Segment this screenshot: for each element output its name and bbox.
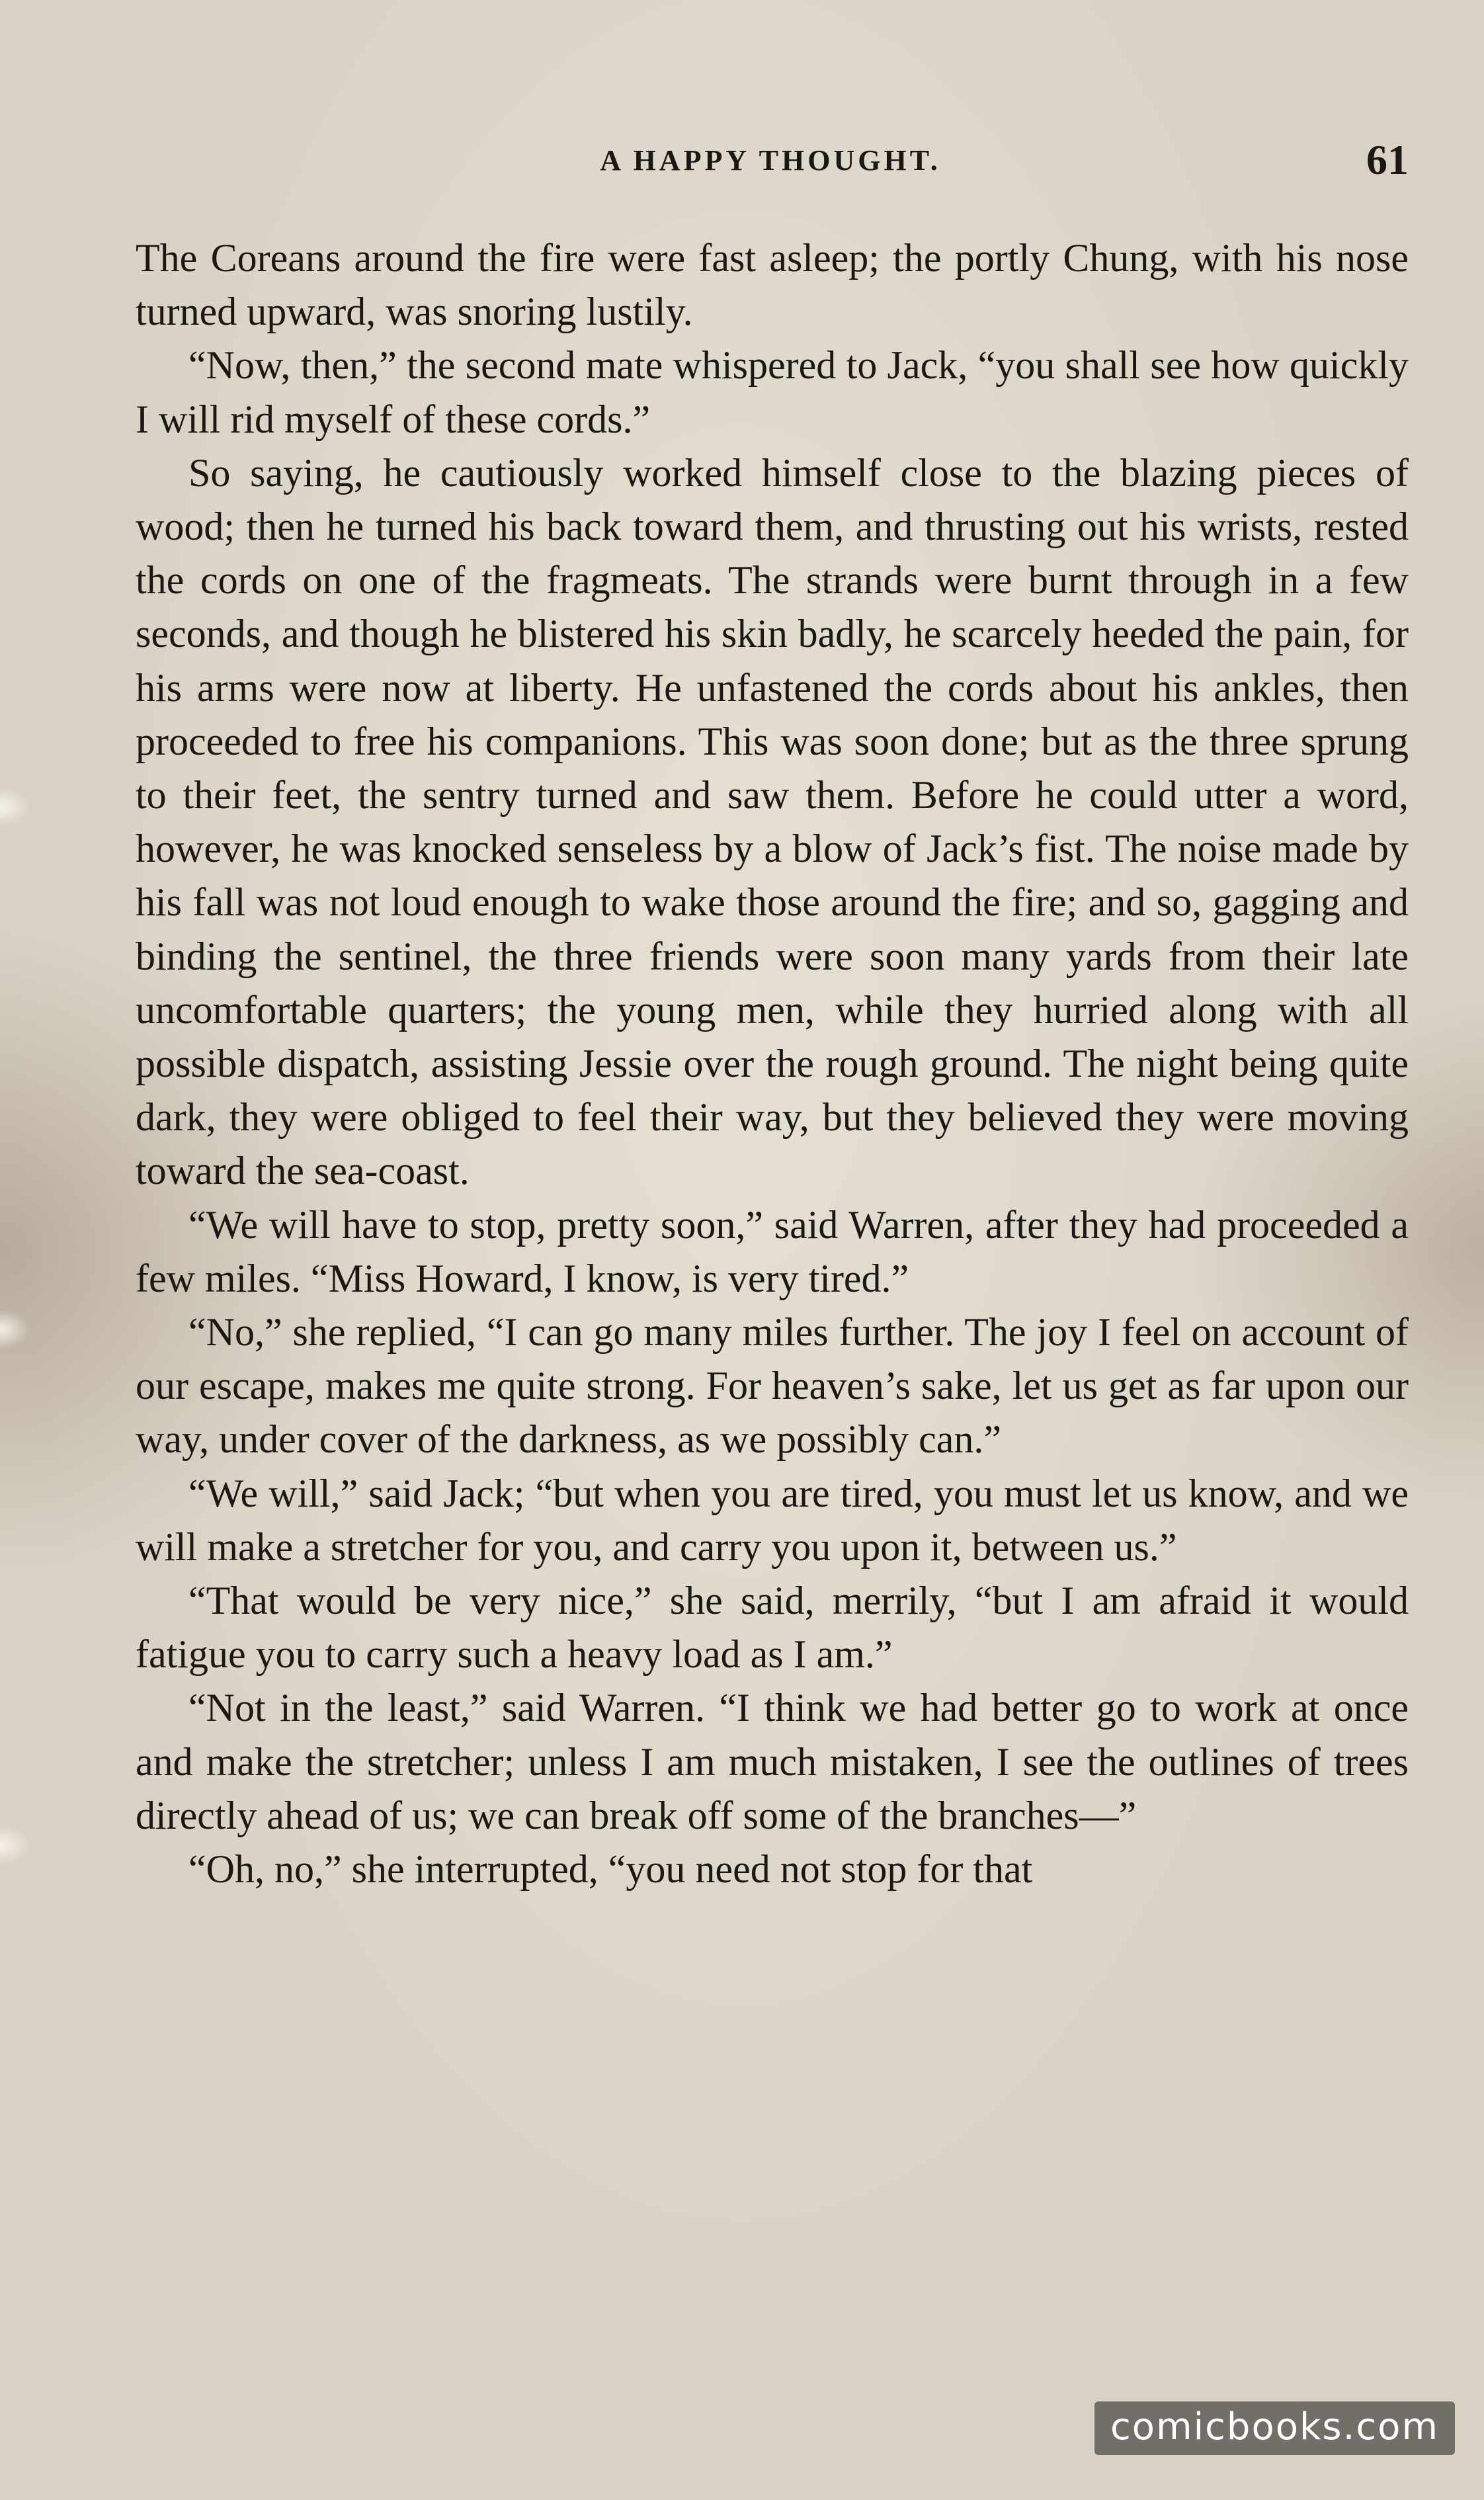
paragraph: “No,” she replied, “I can go many miles further. The joy I feel on account of our escape, makes me quite strong. For heaven’s sake, let us get as far upon our way, under cover of the darkness, as we possibly can.” <box>136 1310 1409 1462</box>
paragraph: “Now, then,” the second mate whispered to Jack, “you shall see how quickly I will rid myself of these cords.” <box>136 343 1409 441</box>
paragraph: So saying, he cautiously worked himself close to the blazing pieces of wood; then he turned his back toward them, and thrusting out his wrists, rested the cords on one of the fragmeats. The strands were burnt through in a few seconds, and though he blistered his skin badly, he scarcely heeded the pain, for his arms were now at liberty. He unfastened the cords about his ankles, then proceeded to free his companions. This was soon done; but as the three sprung to their feet, the sentry turned and saw them. Before he could utter a word, however, he was knocked senseless by a blow of Jack’s fist. The noise made by his fall was not loud enough to wake those around the fire; and so, gagging and binding the sentinel, the three friends were soon many yards from their late uncomfortable quarters; the young men, while they hurried along with all possible dispatch, assisting Jessie over the rough ground. The night being quite dark, they were obliged to feel their way, but they believed they were moving toward the sea-coast. <box>136 450 1409 1193</box>
page-edge-tear <box>0 1310 30 1349</box>
body-text <box>136 231 1409 1896</box>
paragraph: The Coreans around the fire were fast asleep; the portly Chung, with his nose turned upward, was snoring lustily. <box>136 236 1409 334</box>
paragraph: “We will have to stop, pretty soon,” said Warren, after they had proceeded a few miles. “Miss Howard, I know, is very tired.” <box>136 1202 1409 1300</box>
paragraph: “Not in the least,” said Warren. “I think we had better go to work at once and make the stretcher; unless I am much mistaken, I see the outlines of trees directly ahead of us; we can break off some of the branches—” <box>136 1686 1409 1837</box>
page-header <box>132 136 1409 195</box>
paragraph: “That would be very nice,” she said, merrily, “but I am afraid it would fatigue you to carry such a heavy load as I am.” <box>136 1579 1409 1677</box>
page-edge-tear <box>0 787 30 827</box>
paragraph: “Oh, no,” she interrupted, “you need not stop for that <box>188 1847 1033 1892</box>
watermark: comicbooks.com <box>1094 2401 1455 2455</box>
page-number: 61 <box>1366 136 1409 183</box>
paragraph: “We will,” said Jack; “but when you are tired, you must let us know, and we will make a stretcher for you, and carry you upon it, between us.” <box>136 1471 1409 1569</box>
page-edge-tear <box>0 1825 30 1865</box>
running-title: A HAPPY THOUGHT. <box>600 144 941 177</box>
